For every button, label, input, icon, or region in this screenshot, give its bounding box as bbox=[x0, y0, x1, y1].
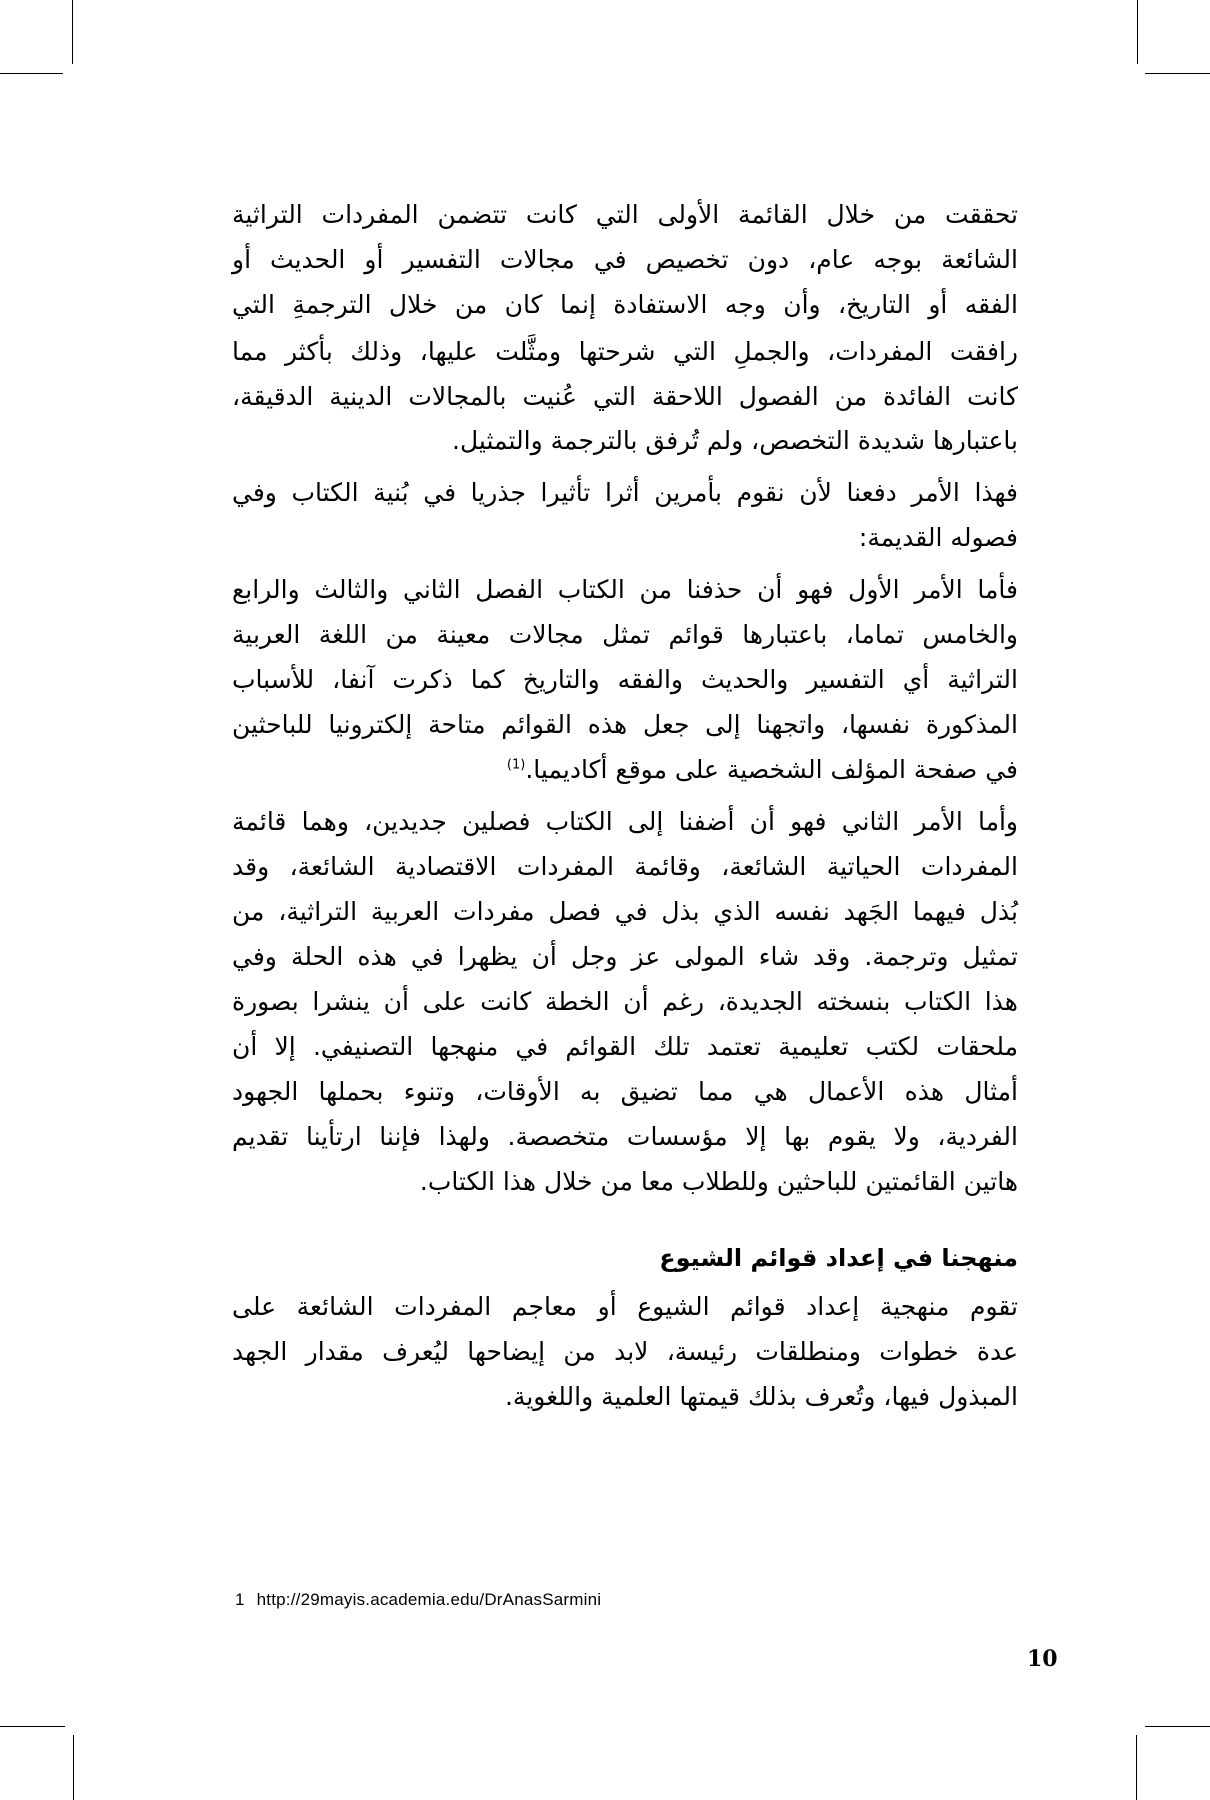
text-line: المفردات الحياتية الشائعة، وقائمة المفردات الاقتصادية الشائعة، وقد bbox=[232, 852, 1018, 881]
crop-mark-bottom-right-horizontal bbox=[1145, 1726, 1210, 1727]
footnote-reference[interactable]: (1) bbox=[506, 757, 526, 773]
footnote-link[interactable]: http://29mayis.academia.edu/DrAnasSarmini bbox=[256, 1590, 602, 1609]
crop-mark-bottom-right-vertical bbox=[1136, 1735, 1137, 1800]
text-line: باعتبارها شديدة التخصص، ولم تُرفق بالترجمة والتمثيل. bbox=[452, 426, 1018, 455]
text-line: الفقه أو التاريخ، وأن وجه الاستفادة إنما كان من خلال الترجمةِ التي bbox=[232, 290, 1018, 319]
text-line: بُذل فيهما الجَهد نفسه الذي بذل في فصل مفردات العربية التراثية، من bbox=[232, 897, 1018, 926]
section-heading: منهجنا في إعداد قوائم الشيوع bbox=[659, 1244, 1018, 1272]
footnote-number: 1 bbox=[235, 1590, 245, 1609]
text-line: عدة خطوات ومنطلقات رئيسة، لابد من إيضاحها ليُعرف مقدار الجهد bbox=[232, 1337, 1018, 1366]
crop-mark-top-left-vertical bbox=[72, 0, 73, 64]
text-line: الشائعة بوجه عام، دون تخصيص في مجالات التفسير أو الحديث أو bbox=[232, 245, 1018, 274]
text-line: في صفحة المؤلف الشخصية على موقع أكاديميا. bbox=[525, 755, 1018, 784]
text-line: رافقت المفردات، والجملِ التي شرحتها ومثَّلت عليها، وذلك بأكثر مما bbox=[232, 337, 1018, 366]
crop-mark-top-left-horizontal bbox=[0, 73, 63, 74]
text-line: فأما الأمر الأول فهو أن حذفنا من الكتاب الفصل الثاني والثالث والرابع bbox=[232, 575, 1018, 604]
crop-mark-bottom-left-horizontal bbox=[0, 1726, 65, 1727]
crop-mark-top-right-horizontal bbox=[1145, 73, 1210, 74]
text-line: فهذا الأمر دفعنا لأن نقوم بأمرين أثرا تأثيرا جذريا في بُنية الكتاب وفي bbox=[232, 478, 1018, 507]
text-line: تحققت من خلال القائمة الأولى التي كانت تتضمن المفردات التراثية bbox=[232, 200, 1018, 229]
text-line: ملحقات لكتب تعليمية تعتمد تلك القوائم في منهجها التصنيفي. إلا أن bbox=[232, 1032, 1018, 1061]
text-line: المذكورة نفسها، واتجهنا إلى جعل هذه القوائم متاحة إلكترونيا للباحثين bbox=[232, 710, 1018, 739]
crop-mark-bottom-left-vertical bbox=[73, 1735, 74, 1800]
text-line: المبذول فيها، وتُعرف بذلك قيمتها العلمية واللغوية. bbox=[504, 1382, 1018, 1411]
text-line: هاتين القائمتين للباحثين وللطلاب معا من خلال هذا الكتاب. bbox=[419, 1167, 1018, 1196]
text-line: الفردية، ولا يقوم بها إلا مؤسسات متخصصة. ولهذا فإننا ارتأينا تقديم bbox=[232, 1122, 1018, 1151]
text-line: والخامس تماما، باعتبارها قوائم تمثل مجالات معينة من اللغة العربية bbox=[232, 620, 1018, 649]
text-line: تقوم منهجية إعداد قوائم الشيوع أو معاجم المفردات الشائعة على bbox=[232, 1292, 1018, 1321]
text-line: كانت الفائدة من الفصول اللاحقة التي عُنيت بالمجالات الدينية الدقيقة، bbox=[232, 382, 1018, 411]
footnote bbox=[235, 1590, 601, 1610]
text-line: هذا الكتاب بنسخته الجديدة، رغم أن الخطة كانت على أن ينشرا بصورة bbox=[232, 987, 1018, 1016]
text-line-with-footnote bbox=[232, 748, 1018, 792]
text-line: التراثية أي التفسير والحديث والفقه والتاريخ كما ذكرت آنفا، للأسباب bbox=[232, 665, 1018, 694]
text-line: وأما الأمر الثاني فهو أن أضفنا إلى الكتاب فصلين جديدين، وهما قائمة bbox=[232, 807, 1018, 836]
text-line: تمثيل وترجمة. وقد شاء المولى عز وجل أن يظهرا في هذه الحلة وفي bbox=[232, 942, 1018, 971]
page-number: 10 bbox=[1027, 1646, 1058, 1672]
text-line: فصوله القديمة: bbox=[858, 523, 1018, 552]
crop-mark-top-right-vertical bbox=[1137, 0, 1138, 64]
text-line: أمثال هذه الأعمال هي مما تضيق به الأوقات، وتنوء بحملها الجهود bbox=[232, 1077, 1018, 1106]
